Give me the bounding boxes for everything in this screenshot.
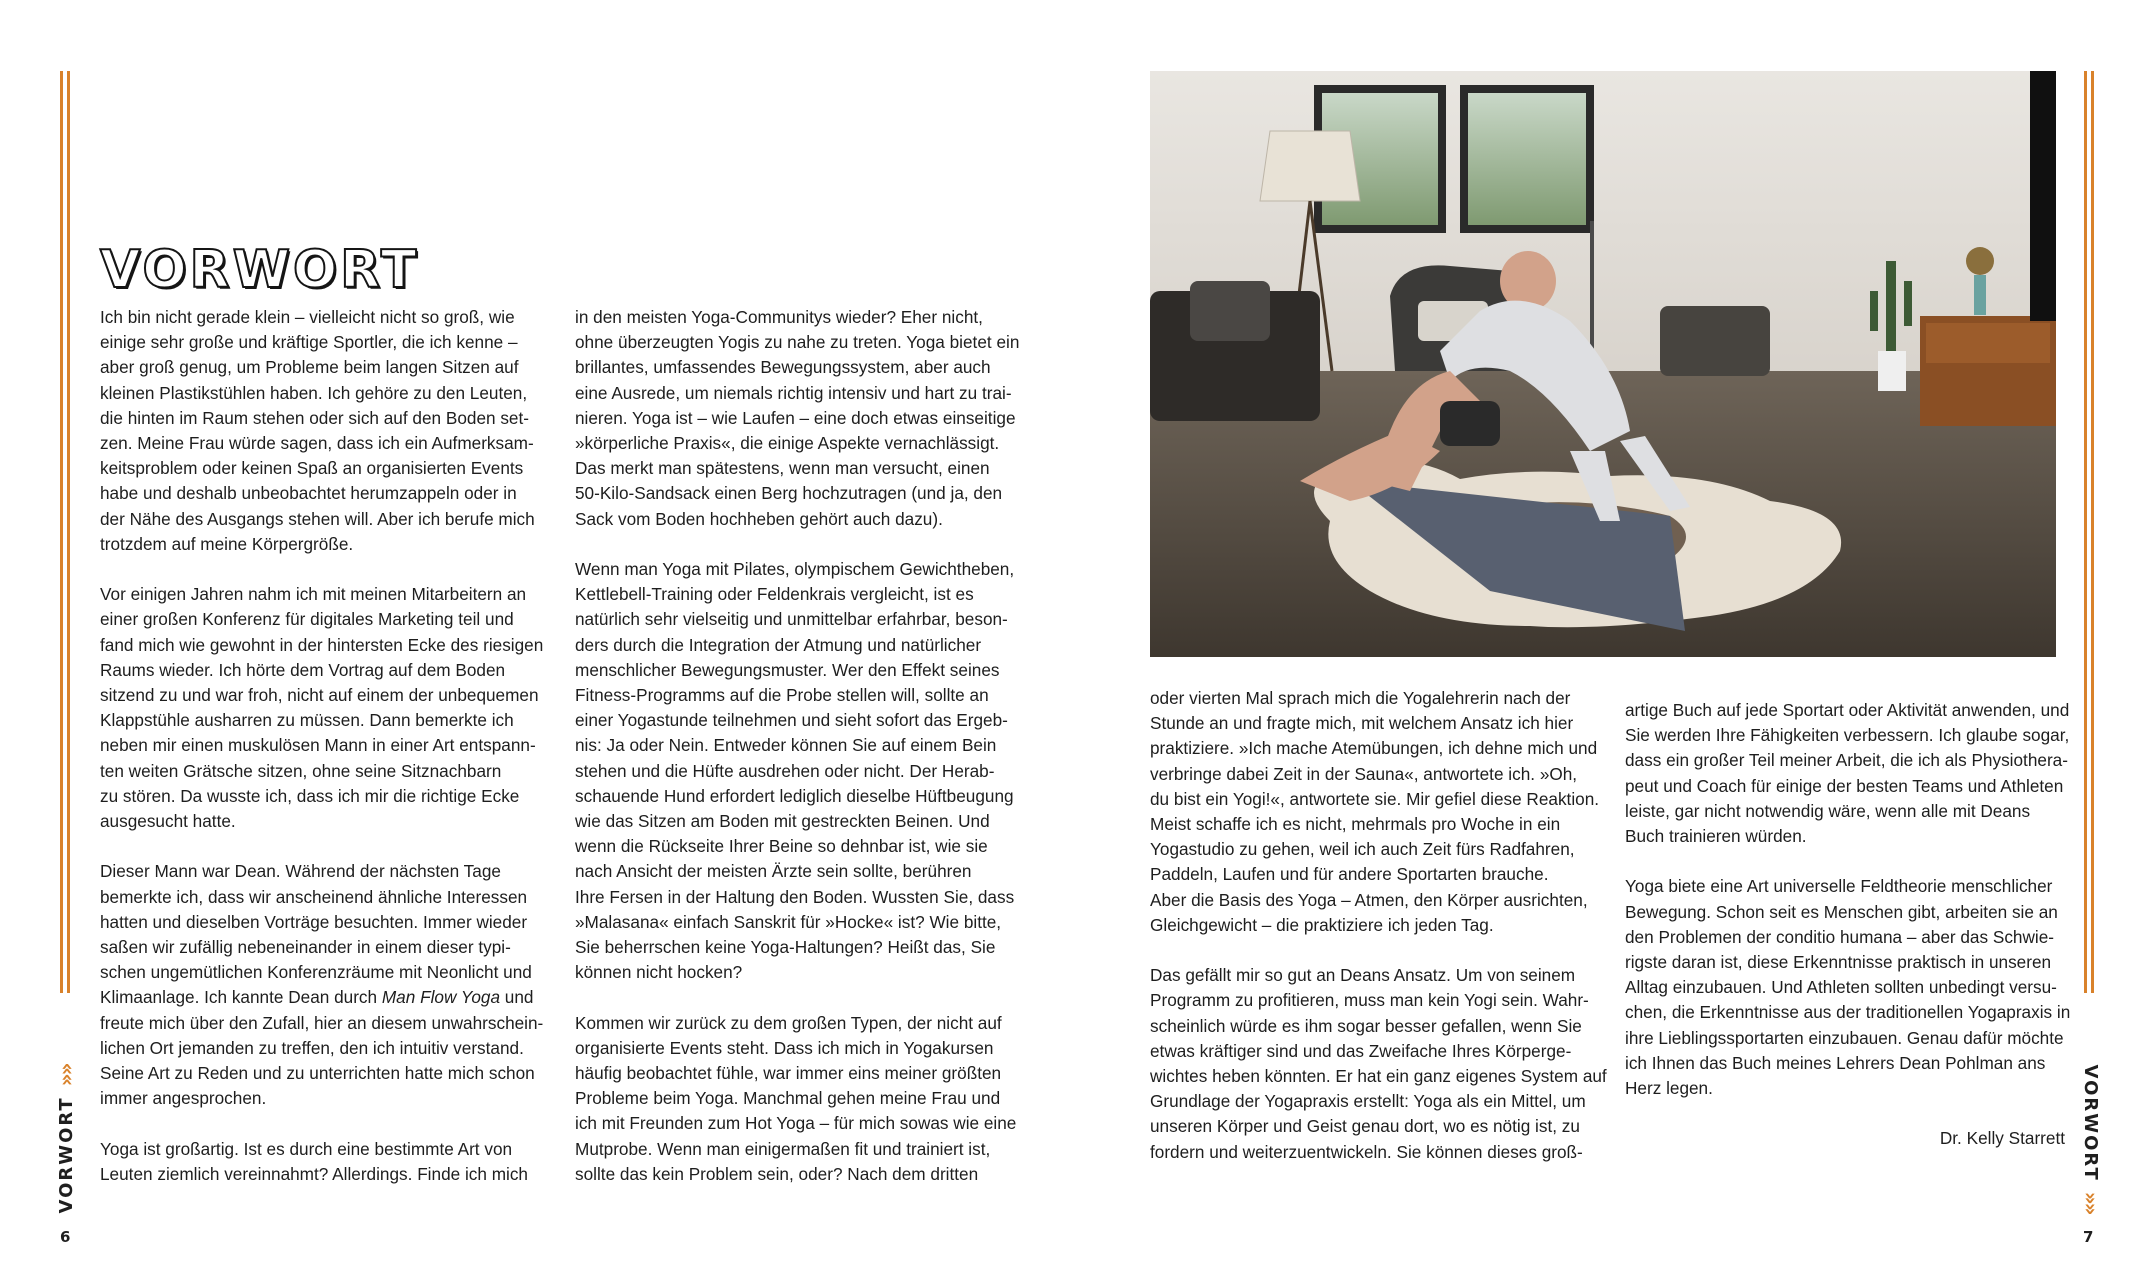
text-line: einer Yogastunde teilnehmen und sieht sofort das Ergeb- xyxy=(575,710,1008,731)
text-line: natürlich sehr vielseitig und unmittelbar erfahrbar, beson- xyxy=(575,609,1008,630)
text-line: Stunde an und fragte mich, mit welchem Ansatz ich hier xyxy=(1150,713,1574,734)
text-line: Ich bin nicht gerade klein – vielleicht nicht so groß, wie xyxy=(100,307,515,327)
text-line: wenn die Rückseite Ihrer Beine so dehnbar ist, wie sie xyxy=(575,836,988,857)
text-line: Herz legen. xyxy=(1625,1078,1713,1099)
text-line: keitsproblem oder keinen Spaß an organisierten Events xyxy=(100,458,524,479)
text-line: dass ein großer Teil meiner Arbeit, die ich als Physiothera- xyxy=(1625,750,2068,771)
text-line: Sie werden Ihre Fähigkeiten verbessern. Ich glaube sogar, xyxy=(1625,725,2070,746)
text-line: die hinten im Raum stehen oder sich auf den Boden set- xyxy=(100,407,529,428)
text-line: rigste daran ist, diese Erkenntnisse praktisch in unseren xyxy=(1625,952,2052,973)
text-line: eine Ausrede, um niemals richtig intensiv und hart zu trai- xyxy=(575,382,1012,403)
text-line: sitzend zu und war froh, nicht auf einem der unbequemen xyxy=(100,685,539,706)
text-line: Paddeln, Laufen und für andere Sportarten brauche. xyxy=(1150,864,1549,885)
text-line: wie das Sitzen am Boden mit gestreckten Beinen. Und xyxy=(575,811,990,832)
text-line: Meist schaffe ich es nicht, mehrmals pro Woche in ein xyxy=(1150,814,1561,835)
text-line: Buch trainieren würden. xyxy=(1625,826,1807,847)
chapter-title: VORWORT xyxy=(100,240,420,300)
text-line: lichen Ort jemanden zu treffen, den ich intuitiv verstand. xyxy=(100,1037,524,1058)
paragraph xyxy=(575,557,1015,985)
paragraph xyxy=(100,1137,540,1187)
text-line: Probleme beim Yoga. Manchmal gehen meine Frau und xyxy=(575,1088,1001,1109)
text-line: oder vierten Mal sprach mich die Yogalehrerin nach der xyxy=(1150,688,1571,708)
text-line: ich Ihnen das Buch meines Lehrers Dean Pohlman ans xyxy=(1625,1052,2046,1073)
text-line: ders durch die Integration der Atmung und natürlicher xyxy=(575,634,982,655)
text-line: Klimaanlage. Ich kannte Dean durch Man Flow Yoga und xyxy=(100,987,534,1008)
text-line: scheinlich würde es ihm sogar besser gefallen, wenn Sie xyxy=(1150,1015,1582,1036)
text-line: Alltag einzubauen. Und Athleten sollten unbedingt versu- xyxy=(1625,977,2057,998)
text-line: artige Buch auf jede Sportart oder Aktivität anwenden, und xyxy=(1625,700,2070,720)
text-line: Yogastudio zu gehen, weil ich auch Zeit fürs Radfahren, xyxy=(1150,839,1575,860)
text-line: Mutprobe. Wenn man einigermaßen fit und trainiert ist, xyxy=(575,1138,991,1159)
paragraph xyxy=(1625,874,2071,1101)
text-line: saßen wir zufällig nebeneinander in einem dieser typi- xyxy=(100,937,511,958)
text-line: verbringe dabei Zeit in der Sauna«, antwortete ich. »Oh, xyxy=(1150,763,1578,784)
text-line: 50-Kilo-Sandsack einen Berg hochzutragen (und ja, den xyxy=(575,483,1003,504)
text-line: hatten und dieselben Vorträge besuchten. Immer wieder xyxy=(100,911,528,932)
text-line: Ihre Fersen in der Haltung den Boden. Wussten Sie, dass xyxy=(575,886,1015,907)
text-line: nach Ansicht der meisten Ärzte sein sollte, berühren xyxy=(575,861,972,882)
text-line: freute mich über den Zufall, hier an diesem unwahrschein- xyxy=(100,1012,544,1033)
text-line: »körperliche Praxis«, die einige Aspekte vernachlässigt. xyxy=(575,433,1000,454)
paragraph xyxy=(1150,686,1600,938)
text-line: Bewegung. Schon seit es Menschen gibt, arbeiten sie an xyxy=(1625,901,2058,922)
paragraph xyxy=(575,1011,1015,1187)
text-line: brillantes, umfassendes Bewegungssystem, aber auch xyxy=(575,357,991,378)
paragraph xyxy=(100,582,544,834)
text-line: chen, die Erkenntnisse aus der traditionellen Yogapraxis in xyxy=(1625,1002,2071,1023)
text-line: Klappstühle ausharren zu müssen. Dann bemerkte ich xyxy=(100,710,514,731)
text-line: du bist ein Yogi!«, antwortete sie. Mir gefiel diese Reaktion. xyxy=(1150,788,1600,809)
text-line: Aber die Basis des Yoga – Atmen, den Körper ausrichten, xyxy=(1150,889,1588,910)
page-number-right: 7 xyxy=(2083,1228,2094,1246)
text-line: Das gefällt mir so gut an Deans Ansatz. Um von seinem xyxy=(1150,965,1576,986)
text-line: häufig beobachtet fühle, war immer eins meiner größten xyxy=(575,1063,1002,1084)
text-line: bemerkte ich, dass wir anscheinend ähnliche Interessen xyxy=(100,886,528,907)
text-line: Gleichgewicht – die praktiziere ich jeden Tag. xyxy=(1150,914,1494,935)
text-line: einer großen Konferenz für digitales Marketing teil und xyxy=(100,609,514,630)
text-line: fordern und weiterzuentwickeln. Sie können dieses groß- xyxy=(1150,1141,1583,1162)
text-line: Kettlebell-Training oder Feldenkrais vergleicht, ist es xyxy=(575,584,974,605)
left-margin-rule xyxy=(60,71,70,993)
text-line: ten weiten Grätsche sitzen, ohne seine Sitznachbarn xyxy=(100,760,502,781)
page-number-left: 6 xyxy=(60,1228,71,1246)
paragraph xyxy=(1625,698,2070,849)
text-line: ausgesucht hatte. xyxy=(100,811,236,832)
paragraph xyxy=(100,859,544,1111)
author-signature: Dr. Kelly Starrett xyxy=(1939,1128,2065,1149)
text-line: in den meisten Yoga-Communitys wieder? Eher nicht, xyxy=(575,307,983,327)
text-column-2 xyxy=(575,305,1020,1187)
text-line: peut und Coach für einige der besten Teams und Athleten xyxy=(1625,775,2064,796)
text-line: Wenn man Yoga mit Pilates, olympischem Gewichtheben, xyxy=(575,559,1015,580)
text-line: Programm zu profitieren, muss man kein Yogi sein. Wahr- xyxy=(1150,990,1589,1011)
text-line: kleinen Plastikstühlen haben. Ich gehöre zu den Leuten, xyxy=(100,382,528,403)
paragraph xyxy=(575,305,1020,532)
text-line: aber groß genug, um Probleme beim langen Sitzen auf xyxy=(100,357,519,378)
text-line: schen ungemütlichen Konferenzräume mit Neonlicht und xyxy=(100,962,532,983)
text-line: Kommen wir zurück zu dem großen Typen, der nicht auf xyxy=(575,1012,1002,1033)
running-head-text: VORWORT xyxy=(55,1096,77,1214)
text-line: einige sehr große und kräftige Sportler, die ich kenne – xyxy=(100,332,518,353)
paragraph xyxy=(100,305,540,557)
text-line: zen. Meine Frau würde sagen, dass ich ein Aufmerksam- xyxy=(100,433,534,454)
right-margin-rule xyxy=(2084,71,2094,993)
text-line: Das merkt man spätestens, wenn man versucht, einen xyxy=(575,458,990,479)
text-line: praktiziere. »Ich mache Atemübungen, ich dehne mich und xyxy=(1150,738,1598,759)
running-head-right xyxy=(2078,1064,2104,1214)
text-line: habe und deshalb unbeobachtet herumzappeln oder in xyxy=(100,483,517,504)
text-line: organisierte Events steht. Dass ich mich in Yogakursen xyxy=(575,1037,994,1058)
text-line: nis: Ja oder Nein. Entweder können Sie auf einem Bein xyxy=(575,735,997,756)
text-line: können nicht hocken? xyxy=(575,962,743,983)
text-line: schauende Hund erfordert lediglich dieselbe Hüftbeugung xyxy=(575,785,1014,806)
text-line: zu stören. Da wusste ich, dass ich mir die richtige Ecke xyxy=(100,785,520,806)
text-column-3 xyxy=(1150,686,1607,1165)
text-line: Vor einigen Jahren nahm ich mit meinen Mitarbeitern an xyxy=(100,584,527,605)
text-line: Yoga ist großartig. Ist es durch eine bestimmte Art von xyxy=(100,1138,513,1159)
text-line: Grundlage der Yogapraxis erstellt: Yoga als ein Mittel, um xyxy=(1150,1091,1586,1112)
text-line: Fitness-Programms auf die Probe stellen will, sollte an xyxy=(575,685,989,706)
text-line: Leuten ziemlich vereinnahmt? Allerdings. Finde ich mich xyxy=(100,1163,528,1184)
text-line: unseren Körper und Geist genau dort, wo es nötig ist, zu xyxy=(1150,1116,1580,1137)
text-line: »Malasana« einfach Sanskrit für »Hocke« ist? Wie bitte, xyxy=(575,911,1002,932)
chevron-right-icon: »» xyxy=(2079,1191,2103,1214)
text-line: sollte das kein Problem sein, oder? Nach dem dritten xyxy=(575,1163,979,1184)
text-line: etwas kräftiger sind und das Zweifache Ihres Körperge- xyxy=(1150,1040,1572,1061)
text-line: wichtes heben könnten. Er hat ein ganz eigenes System auf xyxy=(1150,1066,1607,1087)
text-line: Raums wieder. Ich hörte dem Vortrag auf dem Boden xyxy=(100,659,506,680)
text-line: Seine Art zu Reden und zu unterrichten hatte mich schon xyxy=(100,1063,535,1084)
paragraph xyxy=(1150,963,1607,1165)
text-line: der Nähe des Ausgangs stehen will. Aber ich berufe mich xyxy=(100,508,535,529)
text-line: den Problemen der conditio humana – aber das Schwie- xyxy=(1625,926,2054,947)
text-line: Sie beherrschen keine Yoga-Haltungen? Heißt das, Sie xyxy=(575,937,996,958)
text-line: ihre Lieblingssportarten einzubauen. Genau dafür möchte xyxy=(1625,1027,2064,1048)
text-line: trotzdem auf meine Körpergröße. xyxy=(100,533,354,554)
text-line: nieren. Yoga ist – wie Laufen – eine doch etwas einseitige xyxy=(575,407,1016,428)
chevron-right-icon: »» xyxy=(54,1064,78,1087)
text-line: ohne überzeugten Yogis zu nahe zu treten. Yoga bietet ein xyxy=(575,332,1020,353)
running-head-text: VORWORT xyxy=(2080,1064,2102,1182)
text-column-4 xyxy=(1625,698,2071,1152)
text-line: ich mit Freunden zum Hot Yoga – für mich sowas wie eine xyxy=(575,1113,1017,1134)
man-yoga-lunge-photo xyxy=(1150,71,2056,657)
text-line: Yoga biete eine Art universelle Feldtheorie menschlicher xyxy=(1625,876,2053,897)
running-head-left xyxy=(53,1064,79,1214)
text-line: leiste, gar nicht notwendig wäre, wenn alle mit Deans xyxy=(1625,800,2031,821)
text-line: stehen und die Hüfte ausdrehen oder nicht. Der Herab- xyxy=(575,760,995,781)
text-column-1 xyxy=(100,305,544,1187)
text-line: Dieser Mann war Dean. Während der nächsten Tage xyxy=(100,861,501,882)
text-line: fand mich wie gewohnt in der hintersten Ecke des riesigen xyxy=(100,634,544,655)
text-line: Sack vom Boden hochheben gehört auch dazu). xyxy=(575,508,943,529)
text-line: immer angesprochen. xyxy=(100,1088,267,1109)
text-line: menschlicher Bewegungsmuster. Wer den Effekt seines xyxy=(575,659,1000,680)
text-line: neben mir einen muskulösen Mann in einer Art entspann- xyxy=(100,735,536,756)
